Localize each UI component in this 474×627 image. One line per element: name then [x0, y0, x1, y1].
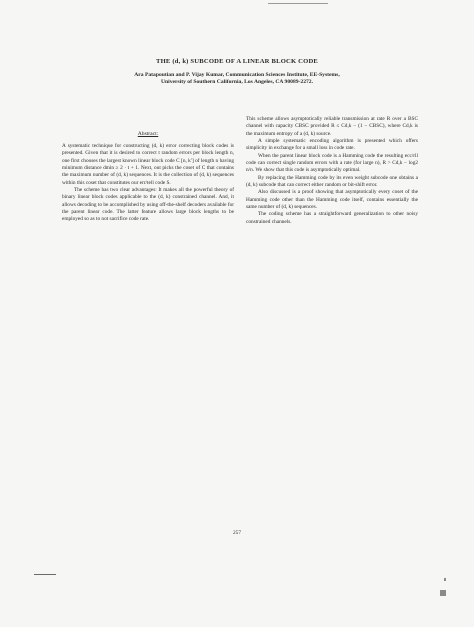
right-paragraph-5: Also discussed is a proof showing that asymptotically every coset of the Hamming code other than the Hamming code itself, contains essentially the same number of (d, k) sequences.: [246, 189, 418, 211]
paper-title: THE (d, k) SUBCODE OF A LINEAR BLOCK CODE: [155, 58, 319, 65]
right-paragraph-1: This scheme allows asymptotically reliable transmission at rate R over a BSC channel with capacity CBSC provided R ≤ Cd,k − (1 − CBSC), where Cd,k is the maximum entropy of a (d, k) source.: [246, 116, 418, 137]
scan-artifact-left: [34, 574, 56, 575]
left-paragraph-2: The scheme has two clear advantages: It makes all the powerful theory of binary linear block codes applicable to the (d, k) constrained channel. And, it allows decoding to be accomplished by using off-the-shelf decoders available for the parent linear code. The latter feature allows large block lengths to be employed so as to not sacrifice code rate.: [62, 187, 234, 223]
scan-artifact-top: [268, 3, 328, 4]
abstract-heading: Abstract:: [137, 131, 159, 137]
scan-artifact-right-small: [444, 578, 446, 581]
right-paragraph-4: By replacing the Hamming code by its even weight subcode one obtains a (d, k) subcode that can correct either random or bit-shift error.: [246, 174, 418, 189]
right-paragraph-3: When the parent linear block code is a Hamming code the resulting ecc/rll code can correct single random errors with a rate (for large n), R > Cd,k − log2 n/n. We show that this code is asymptotically optimal.: [246, 152, 418, 174]
right-column: [246, 116, 418, 226]
author-line-2: University of Southern California, Los Angeles, CA 90089-2272.: [161, 79, 313, 86]
right-paragraph-6: The coding scheme has a straightforward generalization to other noisy constrained channels.: [246, 211, 418, 225]
author-block: [0, 72, 474, 87]
page-number: 257: [233, 530, 241, 536]
left-column: [62, 143, 234, 224]
author-line-1: Ara Patapoutian and P. Vijay Kumar, Communication Sciences Institute, EE-Systems,: [134, 72, 340, 78]
right-paragraph-2: A simple systematic encoding algorithm is presented which offers simplicity in exchange for a small loss in code rate.: [246, 138, 418, 152]
scan-artifact-right: [440, 590, 446, 596]
left-paragraph-1: A systematic technique for constructing (d, k) error correcting block codes is presented. Given that it is desired to correct t random errors per block length n, one first chooses the largest known linear block code C [n, k′] of length n having minimum distance dmin ≥ 2 · t + 1. Next, out picks the coset of C that contains the maximum number of (d, k) sequences. It is the collection of (d, k) sequences within this coset that constitutes our err/tell code S.: [62, 143, 234, 186]
